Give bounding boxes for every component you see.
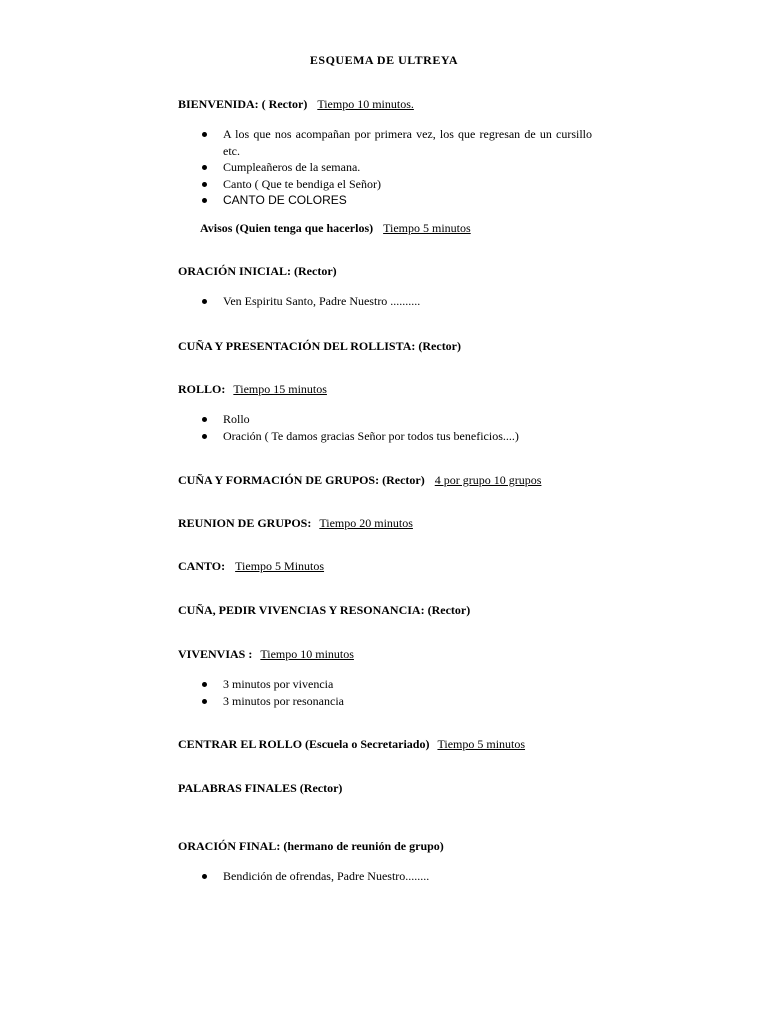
- rollo-list: [200, 411, 592, 444]
- reunion-heading: REUNION DE GRUPOS:: [178, 516, 312, 530]
- rollo-time: Tiempo 15 minutos: [233, 382, 327, 396]
- list-item: 3 minutos por resonancia: [200, 693, 592, 710]
- section-vivenvias: [178, 646, 354, 662]
- canto-time: Tiempo 5 Minutos: [235, 559, 325, 573]
- list-item: Canto ( Que te bendiga el Señor): [200, 176, 592, 193]
- oracion-final-heading: ORACIÓN FINAL: (hermano de reunión de grupo): [178, 839, 444, 853]
- list-item: A los que nos acompañan por primera vez, los que regresan de un cursillo etc.: [200, 126, 592, 159]
- vivenvias-list: [200, 676, 592, 709]
- oracion-inicial-list: [200, 293, 592, 310]
- section-oracion-final: [178, 838, 444, 854]
- section-cuna-formacion: [178, 472, 541, 488]
- rollo-heading: ROLLO:: [178, 382, 226, 396]
- list-item: CANTO DE COLORES: [200, 192, 592, 209]
- cuna-vivencias-heading: CUÑA, PEDIR VIVENCIAS Y RESONANCIA: (Rector): [178, 603, 471, 617]
- list-item: Oración ( Te damos gracias Señor por todos tus beneficios....): [200, 428, 592, 445]
- cuna-presentacion-heading: CUÑA Y PRESENTACIÓN DEL ROLLISTA: (Rector): [178, 339, 462, 353]
- section-palabras: [178, 780, 342, 796]
- canto-heading: CANTO:: [178, 559, 226, 573]
- cuna-formacion-heading: CUÑA Y FORMACIÓN DE GRUPOS: (Rector): [178, 473, 425, 487]
- section-rollo: [178, 381, 327, 397]
- vivenvias-time: Tiempo 10 minutos: [260, 647, 354, 661]
- list-item: Rollo: [200, 411, 592, 428]
- avisos-time: Tiempo 5 minutos: [383, 221, 471, 235]
- section-oracion-inicial: [178, 263, 337, 279]
- centrar-heading: CENTRAR EL ROLLO (Escuela o Secretariado): [178, 737, 430, 751]
- palabras-heading: PALABRAS FINALES (Rector): [178, 781, 343, 795]
- list-item: Bendición de ofrendas, Padre Nuestro........: [200, 868, 592, 885]
- section-canto: [178, 558, 324, 574]
- list-item: 3 minutos por vivencia: [200, 676, 592, 693]
- section-cuna-vivencias: [178, 602, 470, 618]
- bienvenida-time: Tiempo 10 minutos.: [317, 97, 414, 111]
- section-reunion: [178, 515, 413, 531]
- section-cuna-presentacion: [178, 338, 461, 354]
- bienvenida-list: [200, 126, 592, 209]
- centrar-time: Tiempo 5 minutos: [437, 737, 526, 751]
- avisos-heading: Avisos (Quien tenga que hacerlos): [200, 221, 374, 235]
- list-item: Cumpleañeros de la semana.: [200, 159, 592, 176]
- vivenvias-heading: VIVENVIAS :: [178, 647, 253, 661]
- cuna-formacion-time: 4 por grupo 10 grupos: [434, 473, 542, 487]
- section-avisos: [200, 220, 471, 236]
- bienvenida-heading: BIENVENIDA: ( Rector): [178, 97, 308, 111]
- oracion-final-list: [200, 868, 592, 885]
- section-centrar: [178, 736, 525, 752]
- oracion-inicial-heading: ORACIÓN INICIAL: (Rector): [178, 264, 337, 278]
- section-bienvenida: [178, 96, 414, 112]
- reunion-time: Tiempo 20 minutos: [319, 516, 413, 530]
- list-item: Ven Espiritu Santo, Padre Nuestro ..........: [200, 293, 592, 310]
- document-title: ESQUEMA DE ULTREYA: [309, 53, 459, 67]
